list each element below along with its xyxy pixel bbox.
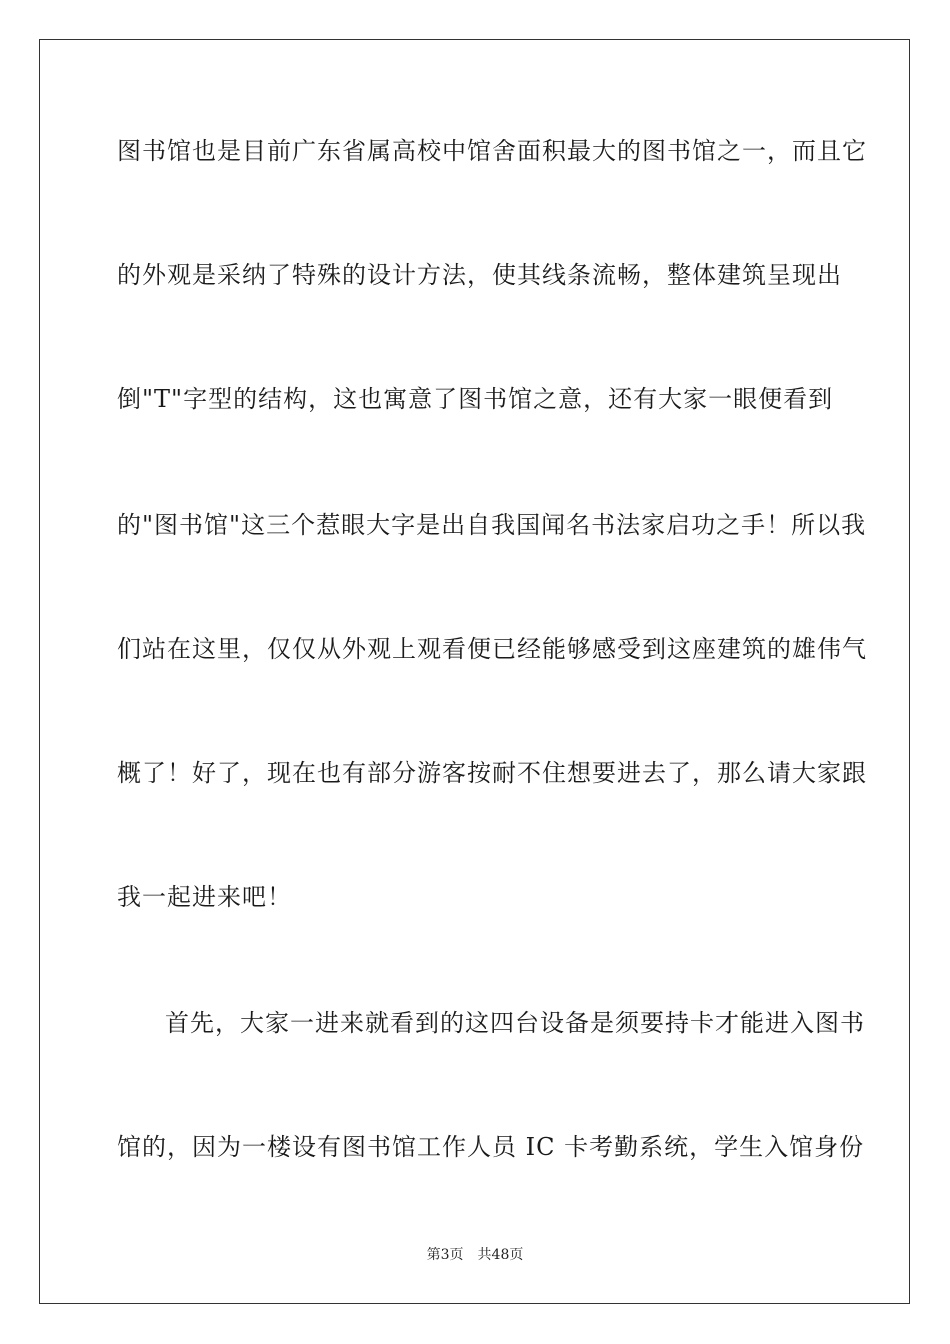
text-line-6: 概了！好了，现在也有部分游客按耐不住想要进去了，那么请大家跟: [117, 759, 867, 787]
text-line-9: 馆的，因为一楼设有图书馆工作人员 IC 卡考勤系统，学生入馆身份: [117, 1133, 865, 1161]
page-border: [39, 39, 910, 1304]
text-line-5: 们站在这里，仅仅从外观上观看便已经能够感受到这座建筑的雄伟气: [117, 635, 867, 663]
text-line-2: 的外观是采纳了特殊的设计方法，使其线条流畅，整体建筑呈现出: [117, 261, 842, 289]
page-footer: [0, 1245, 950, 1265]
current-page-number: 第3页: [426, 1247, 464, 1263]
text-line-8: 首先，大家一进来就看到的这四台设备是须要持卡才能进入图书: [165, 1009, 865, 1037]
text-line-3: 倒"T"字型的结构，这也寓意了图书馆之意，还有大家一眼便看到: [117, 385, 834, 413]
text-line-1: 图书馆也是目前广东省属高校中馆舍面积最大的图书馆之一，而且它: [117, 137, 867, 165]
text-line-4: 的"图书馆"这三个惹眼大字是出自我国闻名书法家启功之手！所以我: [117, 511, 867, 539]
total-page-count: 共48页: [477, 1247, 524, 1263]
text-line-7: 我一起进来吧！: [117, 883, 292, 911]
